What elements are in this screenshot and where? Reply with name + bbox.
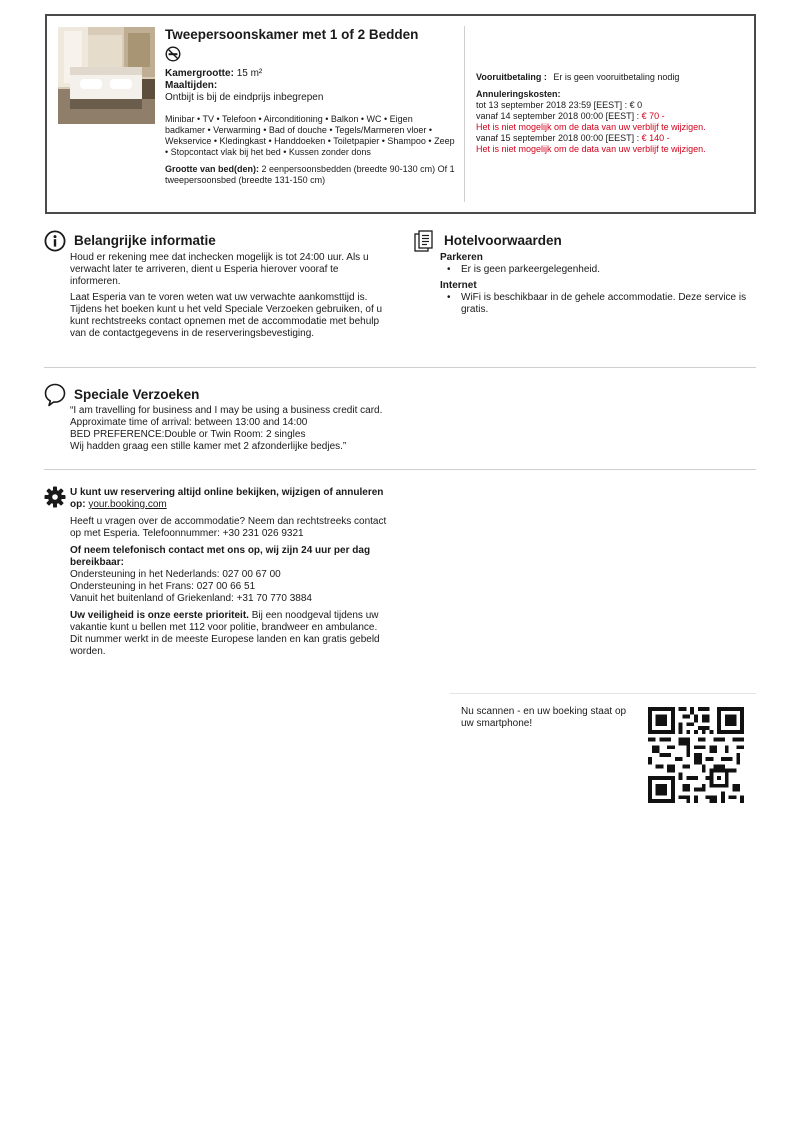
internet-label: Internet — [440, 280, 477, 291]
room-photo — [58, 27, 155, 124]
safety-notice — [70, 610, 388, 658]
important-info-text — [70, 252, 388, 340]
scan-text: Nu scannen - en uw boeking staat op uw smartphone! — [461, 706, 627, 729]
parking-item: • Er is geen parkeergelegenheid. — [440, 264, 756, 276]
qr-code — [648, 707, 744, 803]
cancellation-amount-70: € 70 - — [641, 111, 665, 121]
hotel-terms-text — [440, 252, 756, 320]
scan-divider — [450, 693, 756, 694]
internet-list — [440, 292, 756, 316]
divider-2 — [44, 469, 756, 470]
bed-size — [165, 164, 455, 186]
parking-list — [440, 264, 756, 276]
room-size-label: Kamergrootte: — [165, 68, 234, 79]
room-details — [165, 26, 455, 186]
room-policies — [476, 72, 754, 155]
speech-bubble-icon — [44, 383, 66, 407]
divider-1 — [44, 367, 756, 368]
gear-icon — [44, 486, 66, 508]
internet-item: • WiFi is beschikbaar in de gehele accommodatie. Deze service is gratis. — [440, 292, 756, 316]
important-info-p1: Houd er rekening mee dat inchecken mogelijk is tot 24:00 uur. Als u verwacht later te arriveren, dient u Esperia hierover vooraf te informeren. — [70, 252, 369, 287]
cancellation-note-1: Het is niet mogelijk om de data van uw verblijf te wijzigen. — [476, 122, 706, 132]
parking-label: Parkeren — [440, 252, 483, 263]
important-info-p2: Laat Esperia van te voren weten wat uw verwachte aankomsttijd is. Tijdens het boeken kunt u het veld Speciale Verzoeken gebruiken, of u kunt rechtstreeks contact opnemen met de accommodatie met behulp van de contactgegevens in de reserveringsbevestiging. — [70, 292, 383, 339]
prepayment — [476, 72, 754, 83]
booking-link[interactable]: your.booking.com — [88, 499, 167, 510]
no-smoking-icon — [165, 46, 181, 62]
bed-size-value: 2 eenpersoonsbedden (breedte 90-130 cm) Of 1 tweepersoonsbed (breedte 131-150 cm) — [165, 164, 455, 185]
prepayment-label: Vooruitbetaling : — [476, 72, 547, 82]
support-fr: Ondersteuning in het Frans: 027 00 66 51 — [70, 581, 256, 592]
safety-text: Bij een noodgeval tijdens uw vakantie kunt u bellen met 112 voor politie, brandweer en ambulance. Dit nummer werkt in de meeste Europese landen en kan gratis gebeld worden. — [70, 610, 380, 657]
special-requests-title: Speciale Verzoeken — [74, 387, 200, 402]
cancellation-line-2: vanaf 14 september 2018 00:00 [EEST] : € 70 - — [476, 111, 665, 121]
cancellation-line-3: vanaf 15 september 2018 00:00 [EEST] : € 140 - — [476, 133, 670, 143]
document-icon — [414, 230, 434, 252]
room-photo-image — [58, 27, 155, 124]
manage-booking-text: U kunt uw reservering altijd online bekijken, wijzigen of annuleren op: — [70, 487, 384, 510]
room-size — [165, 68, 455, 80]
contact-questions: Heeft u vragen over de accommodatie? Neem dan rechtstreeks contact op met Esperia. Telefoonnummer: +30 231 026 9321 — [70, 516, 387, 539]
phone-heading: Of neem telefonisch contact met ons op, wij zijn 24 uur per dag bereikbaar: — [70, 545, 371, 568]
manage-booking — [70, 487, 388, 511]
room-facilities: Minibar • TV • Telefoon • Airconditioning • Balkon • WC • Eigen badkamer • Verwarming • Bad of douche • Tegels/Marmeren vloer • Wekservice • Kledingkast • Handdoeken • Toiletpapier • Shampoo • Zeep • Stopcontact vlak bij het bed • Kussen zonder dons — [165, 114, 455, 157]
meals-value: Ontbijt is bij de eindprijs inbegrepen — [165, 92, 324, 103]
room-divider — [464, 26, 465, 202]
room-size-value: 15 m² — [236, 68, 263, 79]
contact-text — [70, 487, 388, 658]
room-card — [45, 14, 756, 214]
cancellation-note-2: Het is niet mogelijk om de data van uw verblijf te wijzigen. — [476, 144, 706, 154]
cancellation-amount-140: € 140 - — [641, 133, 670, 143]
important-info-title: Belangrijke informatie — [74, 233, 216, 248]
safety-heading: Uw veiligheid is onze eerste prioriteit. — [70, 610, 249, 621]
hotel-terms-title: Hotelvoorwaarden — [444, 233, 562, 248]
cancellation-line-1: tot 13 september 2018 23:59 [EEST] : € 0 — [476, 100, 643, 110]
bed-size-label: Grootte van bed(den): — [165, 164, 259, 174]
support-nl: Ondersteuning in het Nederlands: 027 00 67 00 — [70, 569, 281, 580]
meals-label: Maaltijden: — [165, 80, 218, 91]
cancellation-label: Annuleringskosten: — [476, 89, 561, 99]
prepayment-value: Er is geen vooruitbetaling nodig — [553, 72, 680, 82]
support-abroad: Vanuit het buitenland of Griekenland: +31 70 770 3884 — [70, 593, 312, 604]
special-requests-text: “I am travelling for business and I may be using a business credit card. Approximate time of arrival: between 13:00 and 14:00 BED PREFERENCE:Double or Twin Room: 2 singles Wij hadden graag een stille kamer met 2 afzonderlijke bedjes.” — [70, 405, 383, 452]
info-icon — [44, 230, 66, 252]
room-title: Tweepersoonskamer met 1 of 2 Bedden — [165, 27, 419, 42]
